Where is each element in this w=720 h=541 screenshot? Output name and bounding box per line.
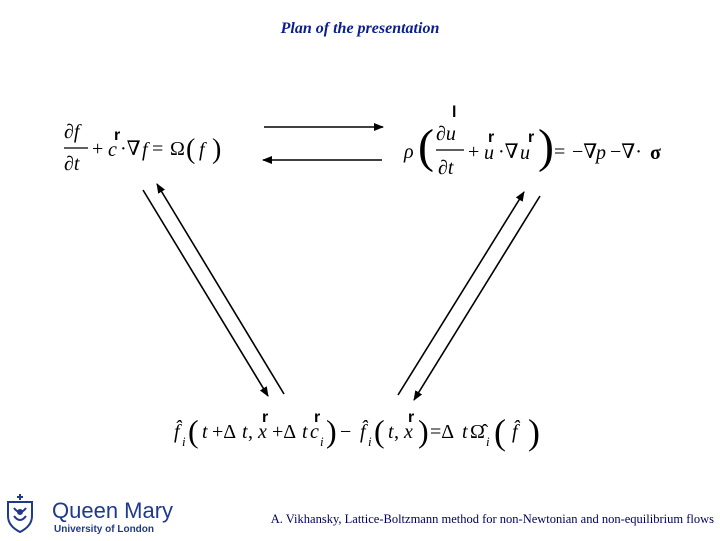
svg-text:t: t bbox=[202, 421, 208, 443]
svg-text:−∇·: −∇· bbox=[610, 141, 642, 163]
svg-text:University of London: University of London bbox=[54, 524, 154, 535]
svg-text:f̂: f̂ bbox=[512, 421, 518, 443]
svg-text:·∇: ·∇ bbox=[498, 141, 519, 163]
svg-text:=Δ: =Δ bbox=[430, 421, 455, 443]
svg-text:l: l bbox=[452, 104, 457, 121]
svg-text:+Δ: +Δ bbox=[272, 421, 297, 443]
svg-text:+: + bbox=[92, 138, 104, 160]
svg-text:(: ( bbox=[374, 413, 385, 449]
svg-text:r: r bbox=[408, 409, 415, 426]
svg-text:=: = bbox=[554, 141, 566, 163]
svg-text:c: c bbox=[310, 421, 319, 443]
svg-text:−∇: −∇ bbox=[572, 141, 598, 163]
svg-text:): ) bbox=[538, 120, 554, 173]
arrow-right-down bbox=[414, 196, 540, 400]
svg-text:x: x bbox=[404, 421, 413, 443]
svg-text:): ) bbox=[212, 134, 222, 165]
svg-text:−: − bbox=[340, 421, 352, 443]
svg-text:r: r bbox=[488, 129, 495, 146]
svg-text:f: f bbox=[199, 139, 205, 161]
svg-text:r: r bbox=[528, 129, 535, 146]
svg-text:c: c bbox=[108, 139, 117, 161]
svg-text:r: r bbox=[262, 409, 269, 426]
svg-text:Ω: Ω bbox=[170, 138, 185, 160]
svg-text:(: ( bbox=[494, 412, 506, 452]
svg-text:): ) bbox=[418, 413, 429, 449]
svg-text:(: ( bbox=[188, 413, 199, 449]
footer-text: A. Vikhansky, Lattice-Boltzmann method for non-Newtonian and non-equilibrium flows bbox=[270, 512, 714, 526]
svg-text:(: ( bbox=[418, 120, 434, 173]
svg-text:i: i bbox=[182, 434, 186, 449]
svg-text:+Δ: +Δ bbox=[212, 421, 237, 443]
svg-text:f: f bbox=[142, 139, 148, 161]
svg-text:i: i bbox=[368, 434, 372, 449]
svg-text:,: , bbox=[248, 421, 253, 443]
svg-text:Ω̂: Ω̂ bbox=[470, 421, 485, 443]
svg-text:σ: σ bbox=[650, 142, 661, 164]
svg-text:t: t bbox=[462, 421, 468, 443]
svg-text:∂u: ∂u bbox=[436, 123, 456, 145]
svg-text:): ) bbox=[528, 412, 540, 452]
svg-text:t: t bbox=[242, 421, 248, 443]
svg-text:u: u bbox=[520, 142, 530, 164]
arrow-left-up bbox=[157, 184, 284, 394]
svg-text:∂t: ∂t bbox=[438, 157, 454, 179]
svg-text:=: = bbox=[152, 138, 164, 160]
svg-text:r: r bbox=[314, 409, 321, 426]
svg-text:r: r bbox=[114, 127, 121, 144]
svg-text:+: + bbox=[468, 141, 480, 163]
svg-text:ρ: ρ bbox=[404, 141, 414, 163]
svg-text:Queen Mary: Queen Mary bbox=[52, 498, 174, 523]
queen-mary-logo bbox=[4, 490, 184, 536]
svg-text:f̂: f̂ bbox=[360, 421, 366, 443]
svg-text:i: i bbox=[320, 434, 324, 449]
slide-title: Plan of the presentation bbox=[280, 20, 440, 37]
svg-text:x: x bbox=[258, 421, 267, 443]
svg-text:i: i bbox=[486, 434, 490, 449]
crest-icon bbox=[8, 494, 32, 532]
svg-text:u: u bbox=[484, 142, 494, 164]
arrow-left-down bbox=[143, 190, 268, 396]
svg-text:): ) bbox=[326, 413, 337, 449]
svg-text:(: ( bbox=[186, 134, 196, 165]
svg-text:f̂: f̂ bbox=[174, 421, 180, 443]
svg-text:t: t bbox=[388, 421, 394, 443]
svg-text:p: p bbox=[596, 142, 606, 164]
svg-text:·∇: ·∇ bbox=[120, 138, 141, 160]
svg-text:t: t bbox=[302, 421, 308, 443]
svg-text:∂t: ∂t bbox=[64, 153, 80, 175]
svg-text:,: , bbox=[394, 421, 399, 443]
arrow-right-up bbox=[398, 192, 524, 395]
svg-text:∂f: ∂f bbox=[64, 121, 80, 143]
